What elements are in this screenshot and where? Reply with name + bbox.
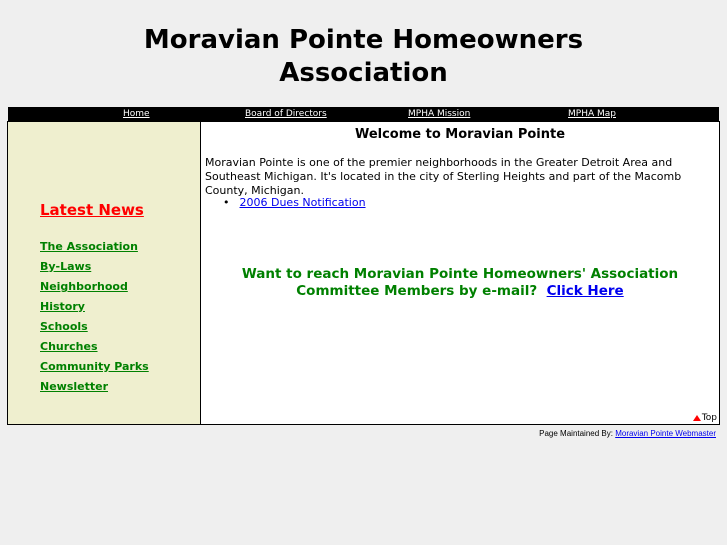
sidebar-item-history[interactable]: History (40, 300, 85, 313)
page-title (0, 24, 727, 90)
sidebar-item-newsletter[interactable]: Newsletter (40, 380, 109, 393)
welcome-heading: Welcome to Moravian Pointe (354, 127, 566, 142)
footer (539, 429, 716, 438)
nav-map-link[interactable]: MPHA Map (568, 109, 616, 119)
nav-board-link[interactable]: Board of Directors (245, 109, 327, 119)
sidebar-item-association[interactable]: The Association (40, 240, 138, 253)
nav-home-link[interactable]: Home (123, 109, 150, 119)
nav-mission-link[interactable]: MPHA Mission (408, 109, 471, 119)
sidebar-item-churches[interactable]: Churches (40, 340, 98, 353)
sidebar-item-schools[interactable]: Schools (40, 320, 88, 333)
contact-callout (201, 266, 719, 300)
sidebar-nav (40, 238, 149, 398)
sidebar-item-neighborhood[interactable]: Neighborhood (40, 280, 128, 293)
webmaster-link[interactable]: Moravian Pointe Webmaster (615, 429, 716, 438)
sidebar (8, 122, 201, 424)
list-item (223, 196, 366, 210)
contact-callout-text: Want to reach Moravian Pointe Homeowners' Association Committee Members by e-mail? (241, 266, 679, 299)
intro-paragraph: Moravian Pointe is one of the premier neighborhoods in the Greater Detroit Area and Southeast Michigan. It's located in the city of Sterling Heights and part of the Macomb County, Michigan. (205, 156, 682, 197)
back-to-top-link[interactable] (693, 413, 717, 423)
latest-news-link[interactable]: Latest News (40, 201, 144, 219)
sidebar-item-parks[interactable]: Community Parks (40, 360, 149, 373)
main-frame (7, 121, 720, 425)
click-here-link[interactable]: Click Here (546, 283, 624, 299)
page-title-line-1: Moravian Pointe Homeowners (143, 25, 584, 55)
top-nav-bar (8, 107, 719, 122)
up-arrow-icon (693, 415, 701, 421)
sidebar-item-bylaws[interactable]: By-Laws (40, 260, 92, 273)
maintained-by-label: Page Maintained By: (539, 429, 613, 438)
news-list (223, 196, 366, 210)
top-label: Top (701, 413, 717, 423)
page-title-line-2: Association (279, 58, 448, 88)
content-area (201, 122, 719, 424)
dues-notification-link[interactable]: 2006 Dues Notification (239, 196, 366, 209)
